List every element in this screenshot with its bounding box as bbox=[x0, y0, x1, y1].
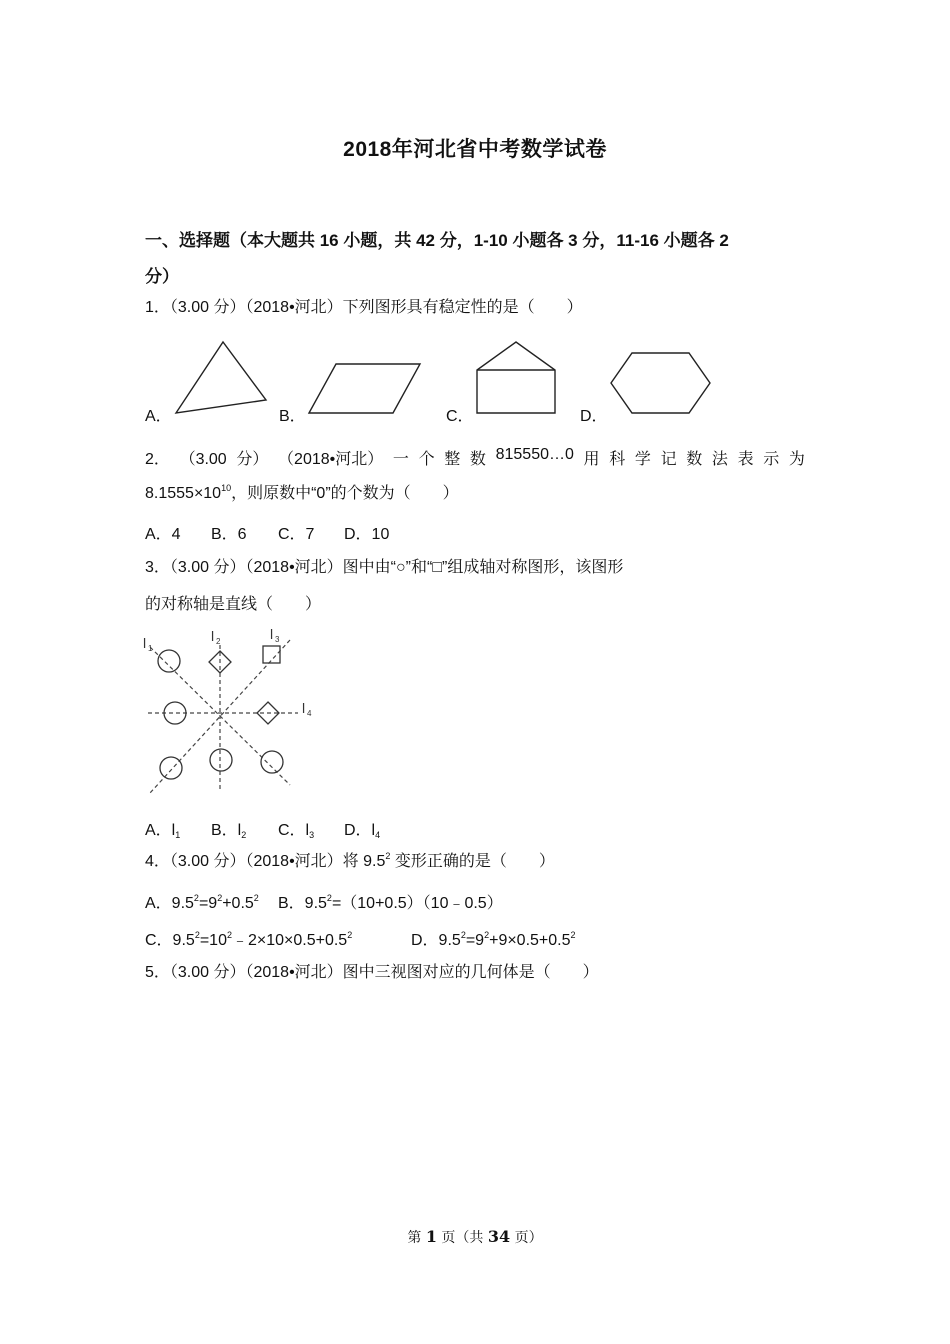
total-pages: 34 bbox=[487, 1227, 511, 1246]
q2-option-d: D．10 bbox=[344, 526, 390, 543]
q2-option-c: C．7 bbox=[278, 526, 315, 543]
q3-option-d: D．$l_4$ bbox=[344, 822, 381, 840]
question-2-line1: 2． （3.00 分） （2018•河北） 一 个 整 数 815550…0 用 科 学 记 数 法 表 示 为 bbox=[145, 446, 805, 468]
svg-text:2: 2 bbox=[216, 637, 221, 646]
question-2-line2: $8.1555\times 10^{10}$，则原数中“0”的个数为（ ） bbox=[145, 483, 459, 502]
square-shape bbox=[263, 646, 280, 663]
question-1-text: 1．（3.00 分）（2018•河北）下列图形具有稳定性的是（ ） bbox=[145, 299, 583, 316]
section-heading-line1: 一、选择题（本大题共 16 小题，共 42 分，1-10 小题各 3 分，11-16 小题各 2 bbox=[145, 231, 729, 250]
q1-option-a-label: A． bbox=[145, 408, 172, 425]
page-number: 1 bbox=[425, 1227, 437, 1246]
circle-shape bbox=[158, 650, 180, 672]
svg-text:3: 3 bbox=[275, 635, 280, 644]
question-5-text: 5．（3.00 分）（2018•河北）图中三视图对应的几何体是（ ） bbox=[145, 964, 599, 981]
circle-shape bbox=[164, 702, 186, 724]
question-3-line1: 3．（3.00 分）（2018•河北）图中由“○”和“□”组成轴对称图形，该图形 bbox=[145, 559, 624, 576]
q3-option-c: C．$l_3$ bbox=[278, 822, 315, 840]
q1-option-c-label: C． bbox=[446, 408, 474, 425]
question-4-text: 4．（3.00 分）（2018•河北）将 $9.5^2$ 变形正确的是（ ） bbox=[145, 851, 555, 870]
q4-option-b: B．$9.5^2=(10+0.5)(10﹣0.5)$ bbox=[278, 893, 503, 912]
circle-shape bbox=[210, 749, 232, 771]
question-3-line2: 的对称轴是直线（ ） bbox=[145, 596, 322, 613]
svg-text:1: 1 bbox=[148, 644, 153, 653]
q4-option-c: C．$9.5^2=10^2﹣2\times 10\times 0.5+0.5^2$ bbox=[145, 930, 353, 949]
q1-option-b-label: B． bbox=[279, 408, 306, 425]
label-l4: l bbox=[302, 700, 306, 716]
svg-text:4: 4 bbox=[307, 709, 312, 718]
q3-option-a: A．$l_1$ bbox=[145, 822, 181, 840]
page-title: 2018年河北省中考数学试卷 bbox=[343, 138, 607, 161]
label-l2: l bbox=[211, 628, 215, 644]
q2-option-a: A．4 bbox=[145, 526, 181, 543]
q1-option-d-label: D． bbox=[580, 408, 608, 425]
q2-option-b: B．6 bbox=[211, 526, 247, 543]
q4-option-a: A．$9.5^2=9^2+0.5^2$ bbox=[145, 893, 259, 912]
label-l3: l bbox=[270, 626, 274, 642]
q4-option-d: D．$9.5^2=9^2+9\times 0.5+0.5^2$ bbox=[411, 930, 576, 949]
section-heading-line2: 分） bbox=[145, 267, 179, 286]
label-l1: l bbox=[143, 635, 147, 651]
page-footer: 第 1 页（共 34 页） bbox=[407, 1227, 543, 1246]
circle-shape bbox=[160, 757, 182, 779]
circle-shape bbox=[261, 751, 283, 773]
q3-option-b: B．$l_2$ bbox=[211, 822, 247, 840]
